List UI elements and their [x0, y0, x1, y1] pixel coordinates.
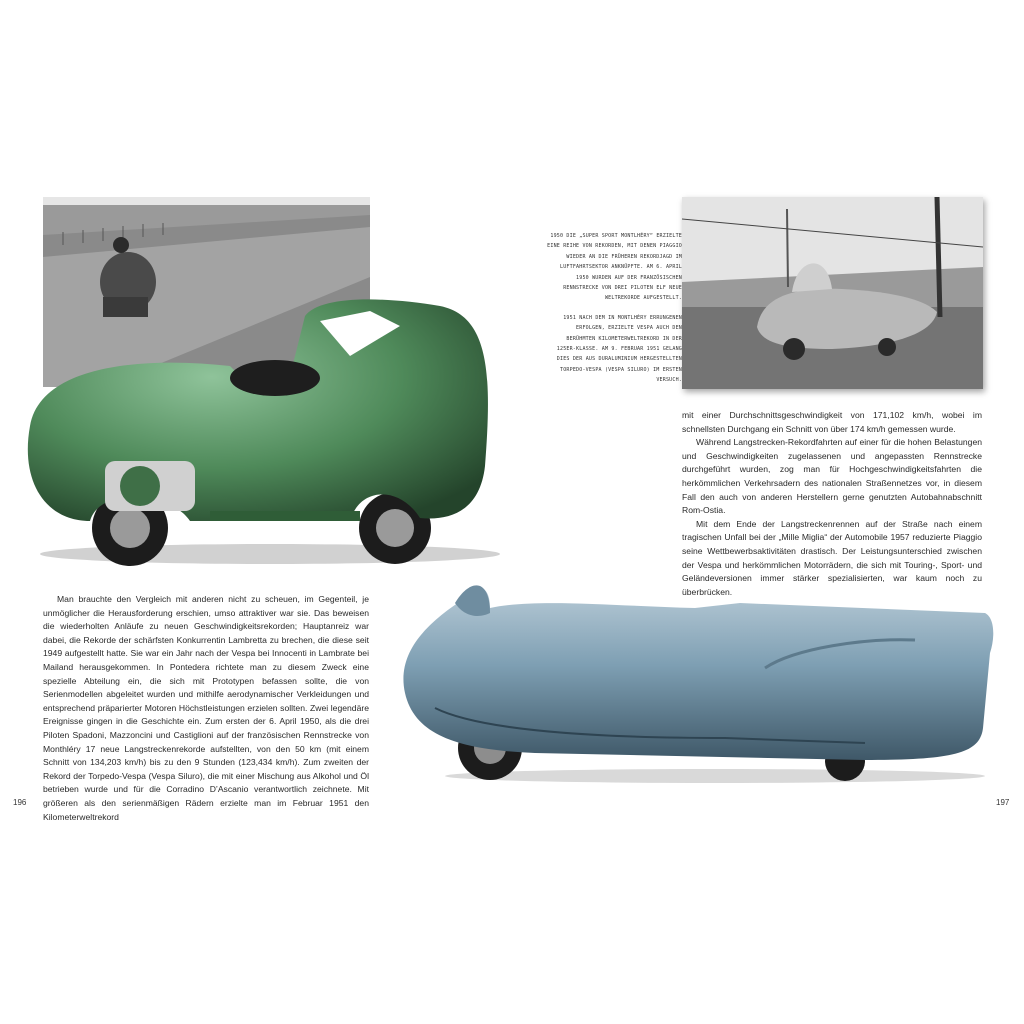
bw-photo-torpedo-road: [682, 197, 983, 389]
green-record-scooter-image: [20, 296, 500, 571]
caption-torpedo-vespa: 1951 NACH DEM IN MONTLHÉRY ERRUNGENEN ERFOLGEN, ERZIELTE VESPA AUCH DEN BERÜHMTEN KILOMETERWELTREKORD IN DER 125ER-KLASSE. AM 9. FEBRUAR 1951 GELANG DIES DER AUS DURALUMINIUM HERGESTELLTEN TORPEDO-VESPA (VESPA SILURO) IM ERSTEN VERSUCH.: [556, 314, 682, 384]
right-paragraph-1: mit einer Durchschnittsgeschwindigkeit von 171,102 km/h, wobei im schnellsten Durchgang ein Schnitt von über 174 km/h gemessen wurde.: [682, 410, 982, 434]
photo-captions: [546, 231, 682, 386]
right-paragraph-2: Während Langstrecken-Rekordfahrten auf einer für die hohen Belastungen und Geschwindigkeiten zugelassenen und angepassten Rennstrecke durchgeführt wurden, zog man für Hochgeschwindigkeitsfahrten die herkömmlichen Verkehrsadern des nationalen Straßennetzes vor, in diesem Fall den auch von anderen Herstellern gerne genutzten Autobahnabschnitt Rom-Ostia.: [682, 437, 982, 516]
page-number-right: 197: [996, 798, 1010, 807]
right-page-body-text: [682, 409, 982, 599]
road-scene-graphic: [682, 197, 983, 389]
left-paragraph-1: Man brauchte den Vergleich mit anderen nicht zu scheuen, im Gegenteil, je unmöglicher die Herausforderung erschien, umso attraktiver war sie. Das beweisen die wiederholten Anläufe zu neuen Geschwindigkeitsrekorden; Hauptanreiz war dabei, die Rekorde der schärfsten Konkurrentin Lambretta zu brechen, die diese seit 1949 aufgestellt hatte. Sie war ein Jahr nach der Vespa bei Innocenti in Lambrate bei Mailand herausgekommen. In Pontedera richtete man zu diesem Zweck eine spezielle Abteilung ein, die sich mit Prototypen befassen sollte, die von Serienmodellen abgeleitet wurden und mithilfe aerodynamischer Verkleidungen und entsprechend präparierter Motoren Höchstleistungen erzielen sollten. Zwei legendäre Ereignisse gingen in die Geschichte ein. Zum ersten der 6. April 1950, als die drei Piloten Spadoni, Mazzoncini und Castiglioni auf der französischen Rennstrecke von Monthléry 17 neue Langstreckenrekorde aufstellten, von den 50 km (mit einem Schnitt von 134,203 km/h) bis zu den 9 Stunden (123,434 km/h). Zum zweiten der Rekord der Torpedo-Vespa (Vespa Siluro), die mit einer Mischung aus Alkohol und Öl betrieben wurde und für die Corradino D’Ascanio verantwortlich zeichnete. Mit größeren als den serienmäßigen Rädern erzielte man im Februar 1951 den Kilometerweltrekord: [43, 594, 369, 822]
right-paragraph-3: Mit dem Ende der Langstreckenrennen auf der Straße nach einem tragischen Unfall bei der „Mille Miglia“ der Automobile 1957 reduzierte Piaggio seine Wettbewerbsaktivitäten drastisch. Der Leistungsunterschied zwischen der Vespa und herkömmlichen Motorrädern, die sich mit Touring-, Sport- und Geländeversionen immer stärker spezialisierten, war kaum noch zu überbrücken.: [682, 518, 982, 597]
page-number-left: 196: [13, 798, 27, 807]
caption-super-sport-montlhery: 1950 DIE „SUPER SPORT MONTLHÉRY“ ERZIELTE EINE REIHE VON REKORDEN, MIT DENEN PIAGGIO WIEDER AN DIE FRÜHEREN REKORDJAGD IM LUFTFAHRTSEKTOR ANKNÜPFTE. AM 6. APRIL 1950 WURDEN AUF DER FRANZÖSISCHEN RENNSTRECKE VON DREI PILOTEN ELF NEUE WELTREKORDE AUFGESTELLT.: [547, 233, 682, 302]
left-page-body-text: [43, 593, 369, 824]
blue-torpedo-vespa-image: [395, 578, 1000, 788]
